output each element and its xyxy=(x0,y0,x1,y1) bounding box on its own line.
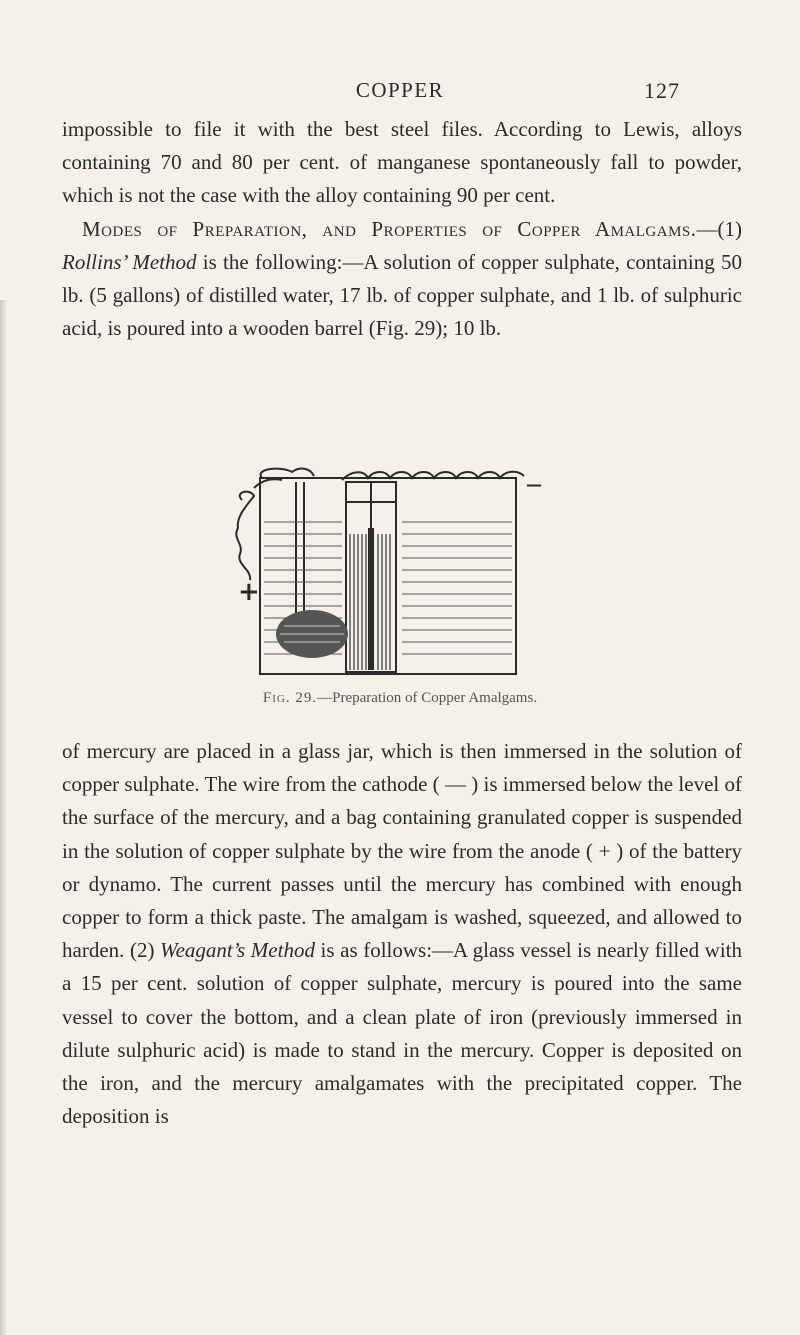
anode-wire-coil-side xyxy=(236,492,254,580)
paragraph-3-part1: of mercury are placed in a glass jar, which is then immersed in the solution of copper sulphate. The wire from the cathode ( — ) is immersed below the level of the surface of the mercury, and a bag containing granulated copper is suspended in the solution of copper sulphate by the wire from the anode ( + ) of the battery or dynamo. The current passes until the mercury has combined with enough copper to form a thick paste. The amalgam is washed, squeezed, and allowed to harden. (2) xyxy=(62,739,742,963)
paragraph-2-body: is the following:—A solution of copper sulphate, containing 50 lb. (5 gallons) of distilled water, 17 lb. of copper sulphate, and 1 lb. of sulphuric acid, is poured into a wooden barrel (Fig. 29); 10 lb. xyxy=(62,249,742,341)
anode-plus-label: + xyxy=(238,577,260,607)
section-heading: Modes of Preparation, and Properties of Copper Amalgams. xyxy=(82,216,697,241)
page-number: 127 xyxy=(644,78,680,103)
figure-caption xyxy=(0,690,800,707)
apparatus-diagram xyxy=(192,448,612,688)
method-name-rollins: Rollins’ Method xyxy=(62,249,197,274)
method-name-weagant: Weagant’s Method xyxy=(160,938,315,963)
anode-wire-coil-top xyxy=(261,469,314,478)
running-head xyxy=(0,78,800,108)
cathode-rod xyxy=(368,528,374,670)
cathode-minus-label: — xyxy=(526,475,542,494)
paragraph-2 xyxy=(62,217,742,341)
paragraph-2-lead: —(1) xyxy=(696,216,742,241)
figure-29-apparatus xyxy=(192,448,612,688)
caption-fig-number: Fig. 29. xyxy=(262,690,318,706)
body-text-block xyxy=(62,113,742,345)
paragraph-3-part2: is as follows:—A glass vessel is nearly filled with a 15 per cent. solution of copper sulphate, mercury is poured into the same vessel to cover the bottom, and a clean plate of iron (previously immersed in dilute sulphuric acid) is made to stand in the mercury. Copper is deposited on the iron, and the mercury amalgamates with the precipitated copper. The deposition is xyxy=(62,938,743,1129)
caption-text: —Preparation of Copper Amalgams. xyxy=(317,690,538,706)
page-edge-shadow xyxy=(0,300,8,1335)
paragraph-3 xyxy=(62,735,742,1133)
running-title: COPPER xyxy=(355,78,445,102)
paragraph-1: impossible to file it with the best steel files. According to Lewis, alloys containing 70 and 80 per cent. of manganese spontaneously fall to powder, which is not the case with the alloy containing 90 per cent. xyxy=(62,117,742,208)
